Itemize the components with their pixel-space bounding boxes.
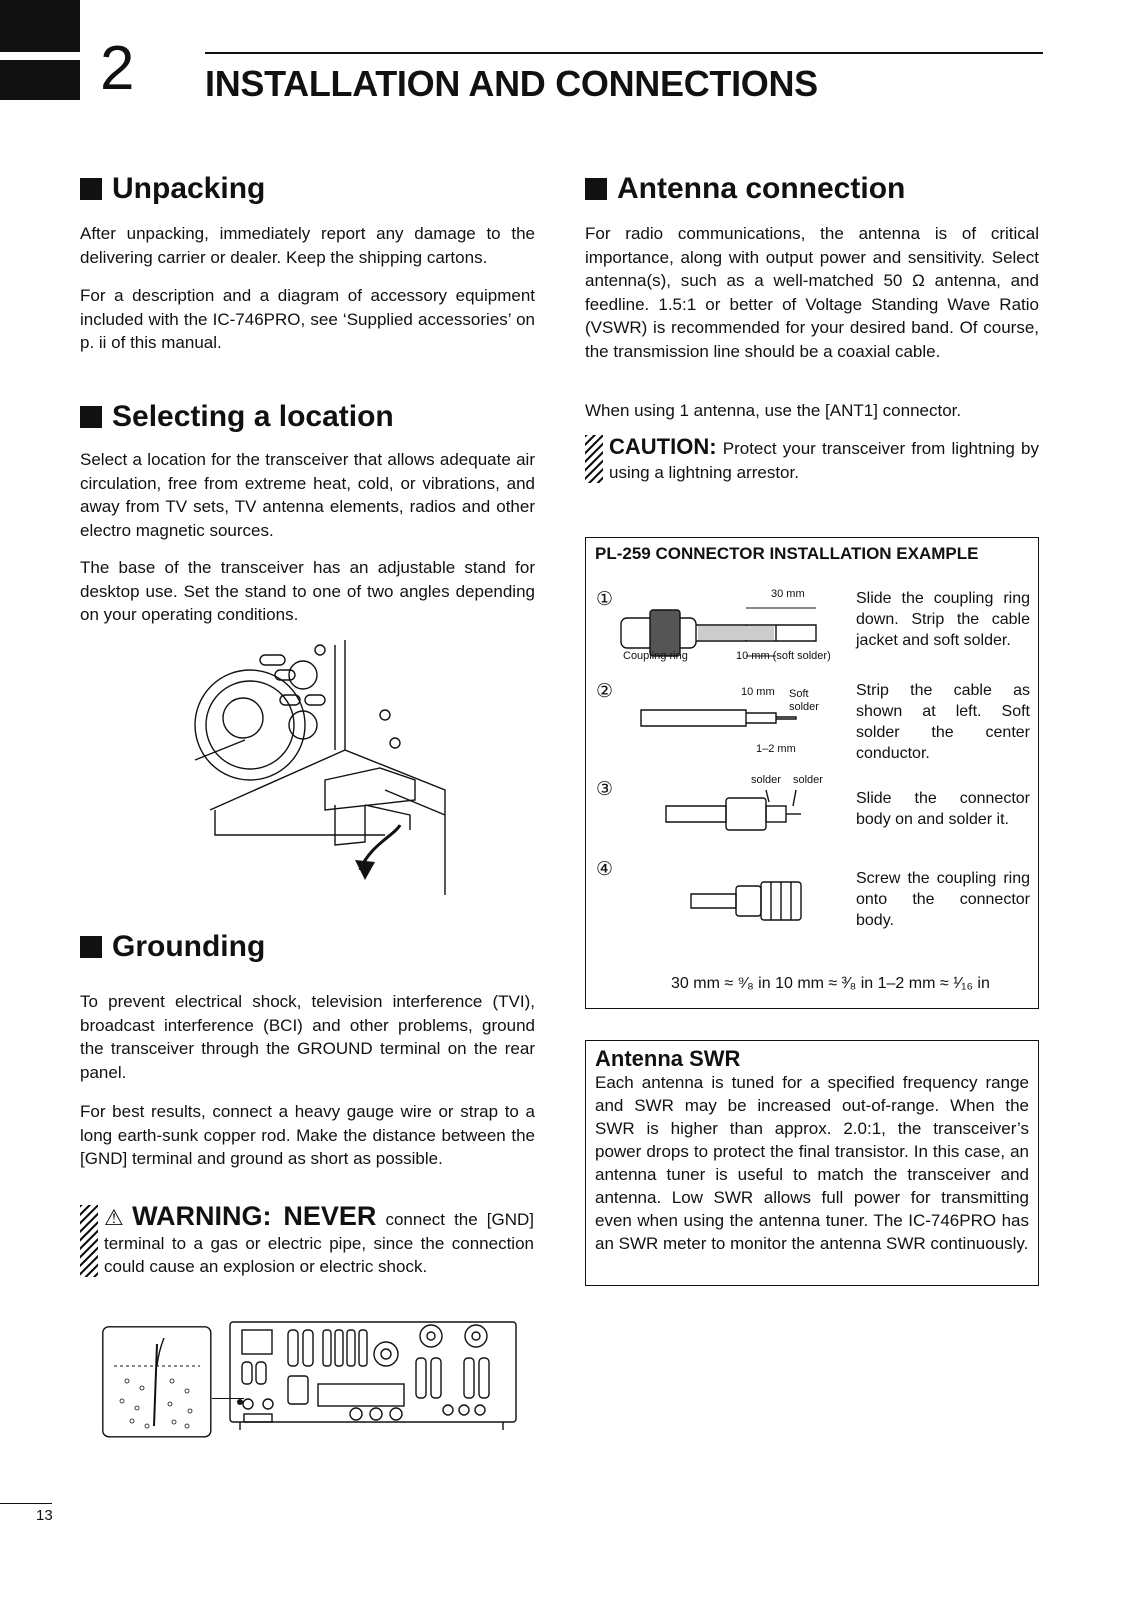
swr-text: Each antenna is tuned for a specified frequency range and SWR may be increased out-of-range. When the SWR is higher than approx. 2.0:1, the transceiver’s power drops to protect the final transistor. In this case, an antenna tuner is useful to match the transceiver and antenna. Low SWR allows full power for transmitting even when using the antenna tuner. The IC-746PRO has an SWR meter to monitor the antenna SWR continuously.	[595, 1073, 1029, 1254]
antenna-paragraph-2: When using 1 antenna, use the [ANT1] connector.	[585, 401, 962, 420]
heading-square-icon	[80, 178, 102, 200]
label-30mm: 30 mm	[771, 588, 805, 600]
step-number-4: ④	[596, 859, 614, 880]
step-4-drawing	[686, 876, 816, 926]
chapter-tab-lower	[0, 60, 80, 100]
antenna-heading-text: Antenna connection	[617, 172, 906, 205]
label-solder-1: solder	[751, 774, 781, 786]
unit-conversions: 30 mm ≈ ⁹⁄₈ in 10 mm ≈ ³⁄₈ in 1–2 mm ≈ ¹⁄₁₆ in	[671, 975, 990, 992]
antenna-paragraph-1: For radio communications, the antenna is of critical importance, along with output power and sensitivity. Select antenna(s), such as a well-matched 50 Ω antenna, and feedline. 1.5:1 or better of Voltage Standing Wave Ratio (VSWR) is recommended for your desired band. Of course, the transmission line should be a coaxial cable.	[585, 224, 1039, 361]
step-number-2: ②	[596, 681, 614, 702]
step-3-drawing	[661, 788, 821, 838]
antenna-heading	[585, 172, 905, 205]
unpacking-paragraph-2: For a description and a diagram of accessory equipment included with the IC-746PRO, see ‘Supplied accessories’ on p. ii of this manual.	[80, 286, 535, 352]
grounding-paragraph-2: For best results, connect a heavy gauge wire or strap to a long earth-sunk copper rod. Make the distance between the [GND] terminal and ground as short as possible.	[80, 1102, 535, 1168]
label-soft-solder: Soft solder	[789, 688, 819, 713]
grounding-warning	[80, 1201, 535, 1279]
caution-hatch-icon	[585, 435, 603, 483]
location-heading	[80, 400, 394, 433]
antenna-swr-box	[585, 1040, 1039, 1286]
page-number: 13	[36, 1507, 53, 1524]
warning-text: connect the [GND] terminal to a gas or electric pipe, since the connection could cause an explosion or electric shock.	[104, 1210, 534, 1276]
step-number-3: ③	[596, 779, 614, 800]
footer-rule	[0, 1503, 52, 1504]
ground-rod-illustration	[102, 1326, 212, 1438]
warning-triangle-icon: ⚠	[104, 1205, 129, 1230]
antenna-caution	[585, 435, 1039, 484]
caution-text: Protect your transceiver from lightning by using a lightning arrestor.	[609, 439, 1039, 482]
page-title: INSTALLATION AND CONNECTIONS	[205, 63, 818, 104]
unpacking-paragraph-1: After unpacking, immediately report any damage to the delivering carrier or dealer. Keep the shipping cartons.	[80, 224, 535, 267]
swr-title: Antenna SWR	[595, 1046, 741, 1071]
step-4-text: Screw the coupling ring onto the connector body.	[856, 870, 1030, 929]
heading-square-icon	[585, 178, 607, 200]
step-3-text: Slide the connector body on and solder it.	[856, 790, 1030, 828]
warning-hatch-icon	[80, 1205, 98, 1277]
rear-panel-illustration	[228, 1318, 520, 1436]
label-1-2mm: 1–2 mm	[756, 743, 796, 755]
caution-label: CAUTION:	[609, 434, 717, 459]
heading-square-icon	[80, 406, 102, 428]
grounding-paragraph-1: To prevent electrical shock, television interference (TVI), broadcast interference (BCI) and other problems, ground the transceiver through the GROUND terminal on the rear panel.	[80, 992, 535, 1082]
label-10mm-soft-solder: 10 mm (soft solder)	[736, 650, 831, 662]
step-number-1: ①	[596, 589, 614, 610]
step-1-text: Slide the coupling ring down. Strip the cable jacket and soft solder.	[856, 590, 1030, 649]
unpacking-heading	[80, 172, 265, 205]
location-heading-text: Selecting a location	[112, 400, 394, 433]
location-paragraph-1: Select a location for the transceiver that allows adequate air circulation, free from extreme heat, cold, or vibrations, and away from TV sets, TV antenna elements, radios and other electro magnetic sources.	[80, 450, 535, 540]
label-coupling-ring: Coupling ring	[623, 650, 688, 662]
pl259-title: PL-259 CONNECTOR INSTALLATION EXAMPLE	[595, 544, 979, 563]
pl259-example-box	[585, 537, 1039, 1009]
grounding-heading-text: Grounding	[112, 930, 266, 963]
label-10mm: 10 mm	[741, 686, 775, 698]
header-rule	[205, 52, 1043, 54]
chapter-number: 2	[100, 34, 135, 103]
warning-label: WARNING: NEVER	[132, 1201, 377, 1231]
step-2-text: Strip the cable as shown at left. Soft solder the center conductor.	[856, 682, 1030, 762]
chapter-tab-upper	[0, 0, 80, 52]
heading-square-icon	[80, 936, 102, 958]
location-paragraph-2: The base of the transceiver has an adjustable stand for desktop use. Set the stand to one of two angles depending on your operating conditions.	[80, 558, 535, 624]
transceiver-stand-illustration	[185, 640, 450, 895]
label-solder-2: solder	[793, 774, 823, 786]
grounding-heading	[80, 930, 265, 963]
unpacking-heading-text: Unpacking	[112, 172, 266, 205]
